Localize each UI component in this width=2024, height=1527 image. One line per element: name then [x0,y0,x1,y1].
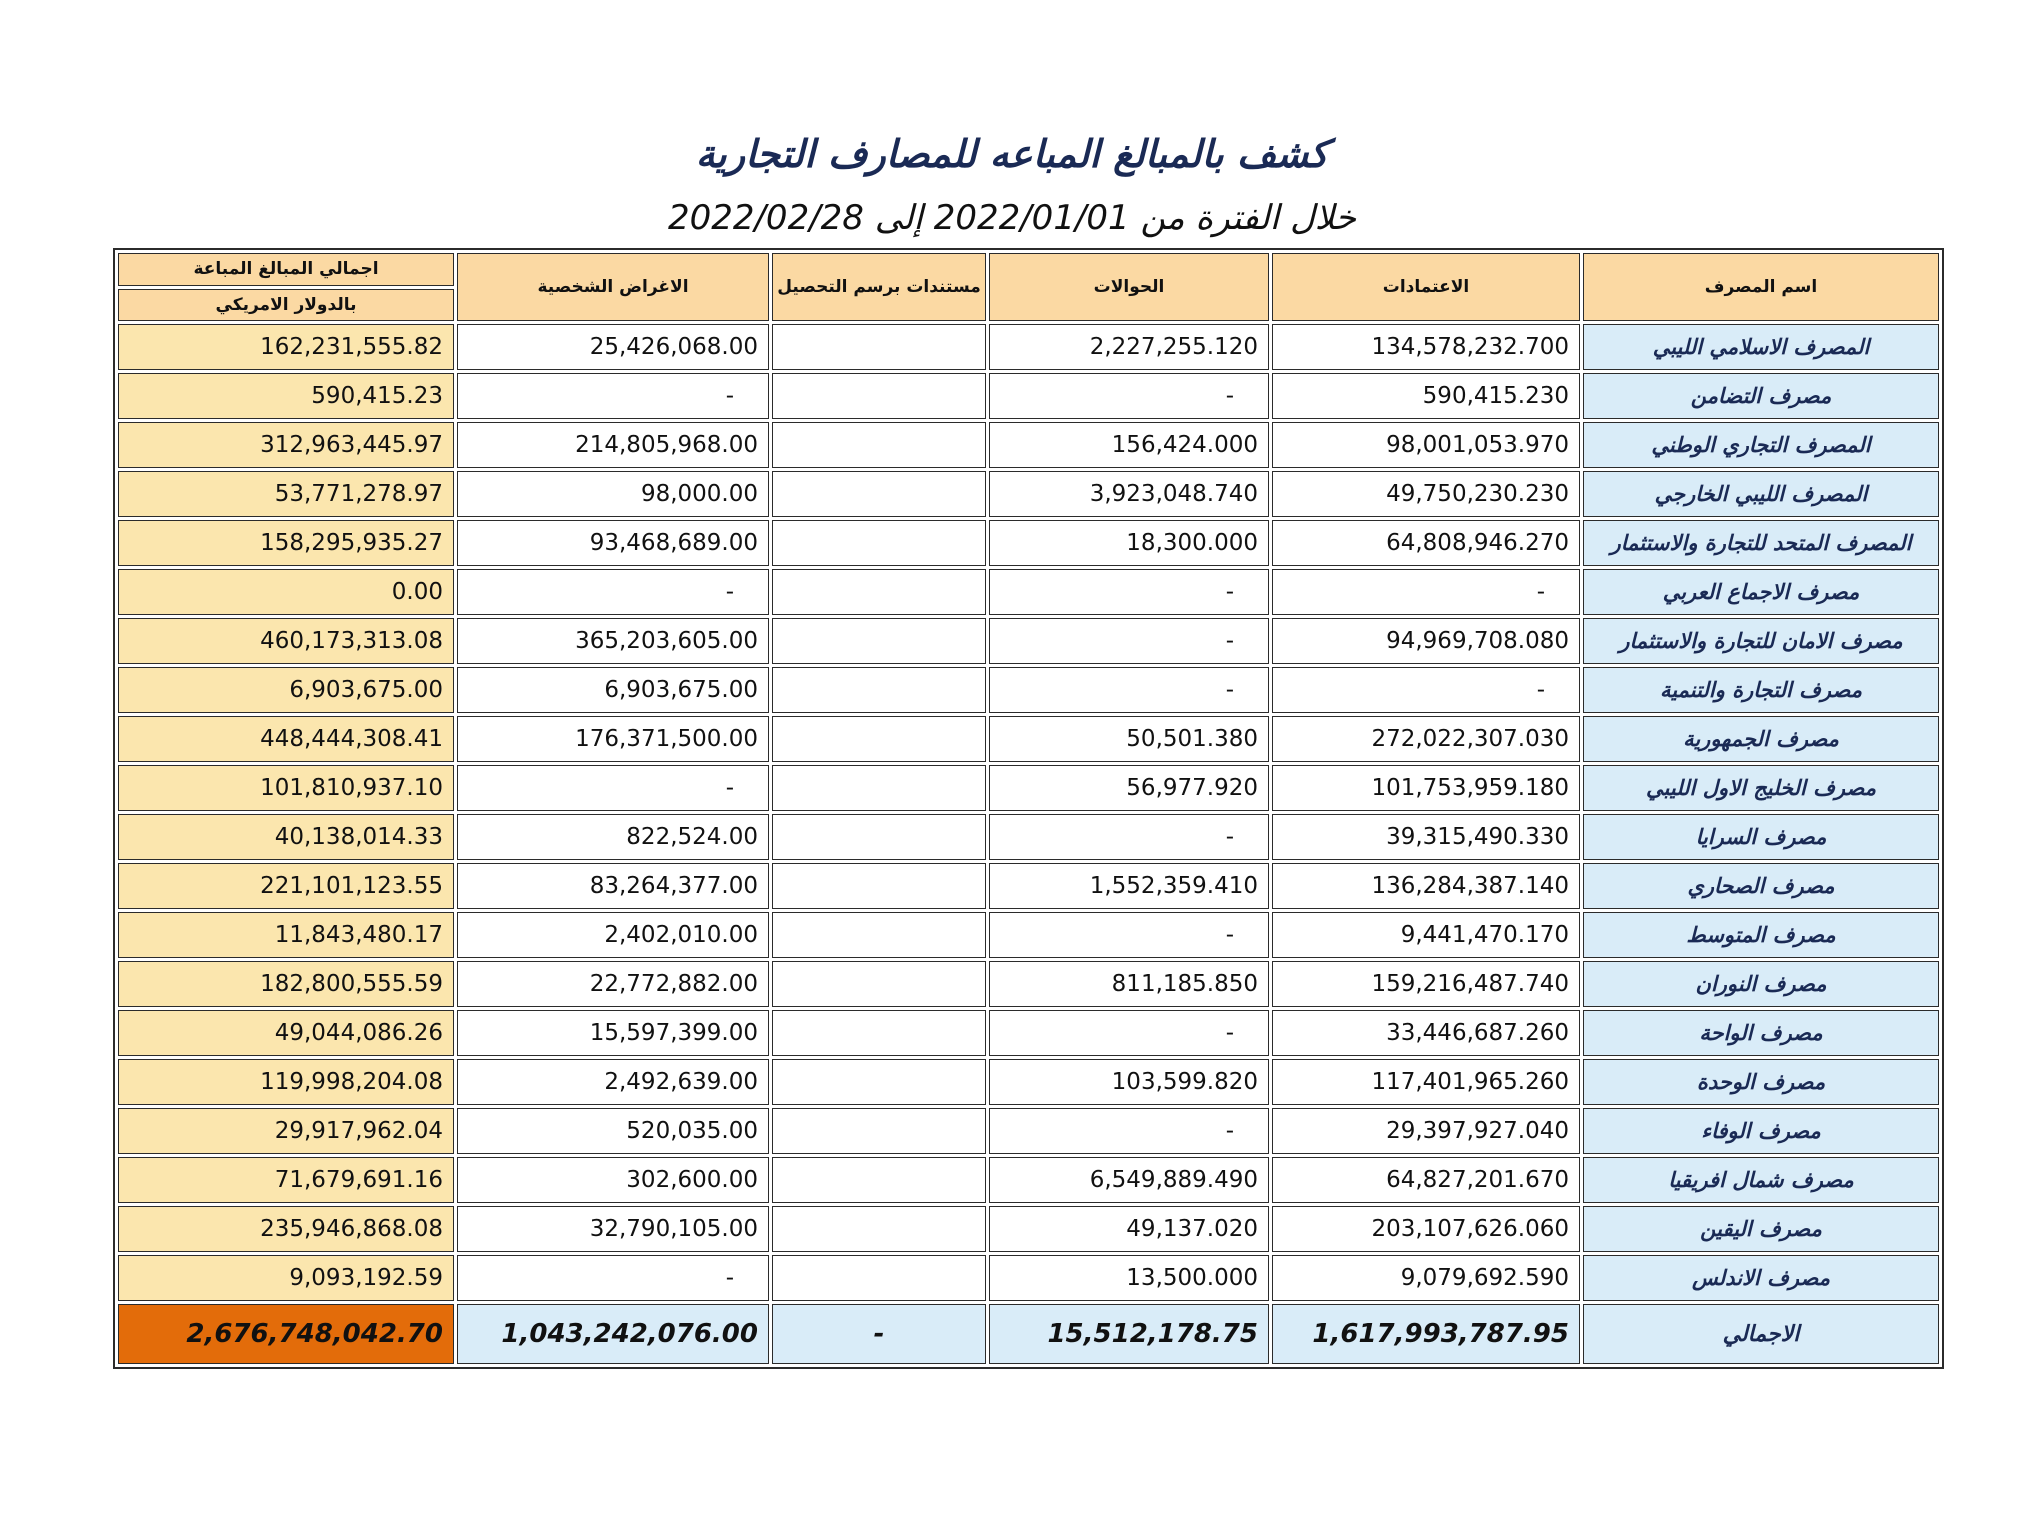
grand-total: 2,676,748,042.70 [118,1304,454,1364]
row-bank-name: مصرف النوران [1583,961,1939,1007]
row-credits: 29,397,927.040 [1272,1108,1580,1154]
table-row [118,716,1939,762]
table-body [118,253,1939,1301]
row-personal: 176,371,500.00 [457,716,769,762]
row-personal: 214,805,968.00 [457,422,769,468]
row-personal: 25,426,068.00 [457,324,769,370]
row-transfers: 103,599.820 [989,1059,1269,1105]
table-row [118,1255,1939,1301]
row-total: 6,903,675.00 [118,667,454,713]
row-personal: 365,203,605.00 [457,618,769,664]
total-personal: 1,043,242,076.00 [457,1304,769,1364]
row-total: 460,173,313.08 [118,618,454,664]
row-collection [772,1059,986,1105]
row-bank-name: مصرف الوحدة [1583,1059,1939,1105]
table-row [118,520,1939,566]
total-collection: - [772,1304,986,1364]
row-bank-name: المصرف الاسلامي الليبي [1583,324,1939,370]
sales-table [113,248,1944,1369]
row-bank-name: مصرف المتوسط [1583,912,1939,958]
row-total: 11,843,480.17 [118,912,454,958]
row-transfers: 6,549,889.490 [989,1157,1269,1203]
header-credits: الاعتمادات [1272,253,1580,321]
page-title: كشف بالمبالغ المباعه للمصارف التجارية [695,132,1329,176]
row-bank-name: مصرف الاجماع العربي [1583,569,1939,615]
header-transfers: الحوالات [989,253,1269,321]
row-total: 49,044,086.26 [118,1010,454,1056]
row-transfers: 3,923,048.740 [989,471,1269,517]
row-personal: 520,035.00 [457,1108,769,1154]
row-transfers: 2,227,255.120 [989,324,1269,370]
row-credits: 49,750,230.230 [1272,471,1580,517]
row-bank-name: المصرف المتحد للتجارة والاستثمار [1583,520,1939,566]
row-collection [772,324,986,370]
row-collection [772,1157,986,1203]
row-personal: 22,772,882.00 [457,961,769,1007]
row-transfers: - [989,912,1269,958]
table-row [118,422,1939,468]
row-transfers: 49,137.020 [989,1206,1269,1252]
row-bank-name: مصرف الوفاء [1583,1108,1939,1154]
row-credits: 101,753,959.180 [1272,765,1580,811]
table-row [118,1059,1939,1105]
row-personal: 32,790,105.00 [457,1206,769,1252]
row-credits: 39,315,490.330 [1272,814,1580,860]
row-transfers: 18,300.000 [989,520,1269,566]
row-credits: 9,079,692.590 [1272,1255,1580,1301]
header-bank-name: اسم المصرف [1583,253,1939,321]
table-row [118,373,1939,419]
table-row [118,471,1939,517]
row-transfers: - [989,1010,1269,1056]
row-collection [772,1206,986,1252]
table-row [118,863,1939,909]
row-bank-name: مصرف الخليج الاول الليبي [1583,765,1939,811]
row-credits: 203,107,626.060 [1272,1206,1580,1252]
row-credits: 134,578,232.700 [1272,324,1580,370]
row-collection [772,1010,986,1056]
row-bank-name: مصرف الاندلس [1583,1255,1939,1301]
row-personal: 2,492,639.00 [457,1059,769,1105]
row-total: 221,101,123.55 [118,863,454,909]
row-credits: - [1272,667,1580,713]
period-label: خلال الفترة من [1140,198,1357,238]
row-collection [772,912,986,958]
row-collection [772,814,986,860]
row-bank-name: المصرف التجاري الوطني [1583,422,1939,468]
row-personal: 83,264,377.00 [457,863,769,909]
row-bank-name: مصرف شمال افريقيا [1583,1157,1939,1203]
table-row [118,1010,1939,1056]
row-transfers: - [989,814,1269,860]
row-collection [772,520,986,566]
header-total-bottom: بالدولار الامريكي [118,289,454,322]
row-personal: - [457,373,769,419]
row-collection [772,961,986,1007]
row-personal: 822,524.00 [457,814,769,860]
row-total: 119,998,204.08 [118,1059,454,1105]
row-credits: 9,441,470.170 [1272,912,1580,958]
row-bank-name: مصرف الجمهورية [1583,716,1939,762]
row-total: 29,917,962.04 [118,1108,454,1154]
table-footer [118,1304,1939,1364]
row-bank-name: مصرف اليقين [1583,1206,1939,1252]
row-total: 448,444,308.41 [118,716,454,762]
row-collection [772,716,986,762]
row-total: 101,810,937.10 [118,765,454,811]
row-credits: 33,446,687.260 [1272,1010,1580,1056]
row-personal: 6,903,675.00 [457,667,769,713]
row-transfers: 1,552,359.410 [989,863,1269,909]
row-transfers: - [989,618,1269,664]
row-personal: - [457,1255,769,1301]
row-personal: - [457,765,769,811]
row-collection [772,1255,986,1301]
row-bank-name: مصرف التضامن [1583,373,1939,419]
row-credits: - [1272,569,1580,615]
row-total: 40,138,014.33 [118,814,454,860]
row-total: 0.00 [118,569,454,615]
table-row [118,1157,1939,1203]
table-row [118,324,1939,370]
row-credits: 94,969,708.080 [1272,618,1580,664]
table-row [118,1108,1939,1154]
row-bank-name: مصرف التجارة والتنمية [1583,667,1939,713]
table-row [118,912,1939,958]
row-credits: 159,216,487.740 [1272,961,1580,1007]
row-total: 312,963,445.97 [118,422,454,468]
row-bank-name: المصرف الليبي الخارجي [1583,471,1939,517]
row-transfers: 13,500.000 [989,1255,1269,1301]
row-credits: 64,827,201.670 [1272,1157,1580,1203]
row-total: 182,800,555.59 [118,961,454,1007]
table-row [118,569,1939,615]
row-credits: 64,808,946.270 [1272,520,1580,566]
row-transfers: - [989,373,1269,419]
header-collection-docs: مستندات برسم التحصيل [772,253,986,321]
row-personal: 93,468,689.00 [457,520,769,566]
total-transfers: 15,512,178.75 [989,1304,1269,1364]
table-row [118,765,1939,811]
row-credits: 117,401,965.260 [1272,1059,1580,1105]
row-collection [772,373,986,419]
row-collection [772,1108,986,1154]
row-credits: 590,415.230 [1272,373,1580,419]
totals-label: الاجمالي [1583,1304,1939,1364]
row-collection [772,765,986,811]
row-transfers: 811,185.850 [989,961,1269,1007]
row-collection [772,863,986,909]
totals-row [118,1304,1939,1364]
row-transfers: 50,501.380 [989,716,1269,762]
period-from: 2022/01/01 [933,198,1130,238]
row-total: 590,415.23 [118,373,454,419]
header-personal: الاغراض الشخصية [457,253,769,321]
row-total: 9,093,192.59 [118,1255,454,1301]
row-bank-name: مصرف الواحة [1583,1010,1939,1056]
row-credits: 272,022,307.030 [1272,716,1580,762]
table-row [118,618,1939,664]
table-row [118,667,1939,713]
row-personal: - [457,569,769,615]
row-total: 53,771,278.97 [118,471,454,517]
row-collection [772,422,986,468]
row-credits: 98,001,053.970 [1272,422,1580,468]
header-row [118,253,1939,286]
table-row [118,814,1939,860]
row-total: 158,295,935.27 [118,520,454,566]
row-bank-name: مصرف الصحاري [1583,863,1939,909]
row-personal: 98,000.00 [457,471,769,517]
row-collection [772,618,986,664]
period-to: 2022/02/28 [667,198,864,238]
row-bank-name: مصرف الامان للتجارة والاستثمار [1583,618,1939,664]
table-row [118,1206,1939,1252]
row-bank-name: مصرف السرايا [1583,814,1939,860]
row-transfers: 156,424.000 [989,422,1269,468]
period-to-label: إلى [874,198,923,238]
row-total: 71,679,691.16 [118,1157,454,1203]
header-total-top: اجمالي المبالغ المباعة [118,253,454,286]
row-total: 235,946,868.08 [118,1206,454,1252]
page-subtitle [0,198,2024,238]
row-collection [772,471,986,517]
row-collection [772,667,986,713]
table-row [118,961,1939,1007]
row-transfers: - [989,569,1269,615]
row-transfers: 56,977.920 [989,765,1269,811]
row-personal: 15,597,399.00 [457,1010,769,1056]
row-credits: 136,284,387.140 [1272,863,1580,909]
row-personal: 302,600.00 [457,1157,769,1203]
row-personal: 2,402,010.00 [457,912,769,958]
row-transfers: - [989,667,1269,713]
row-collection [772,569,986,615]
total-credits: 1,617,993,787.95 [1272,1304,1580,1364]
row-transfers: - [989,1108,1269,1154]
row-total: 162,231,555.82 [118,324,454,370]
